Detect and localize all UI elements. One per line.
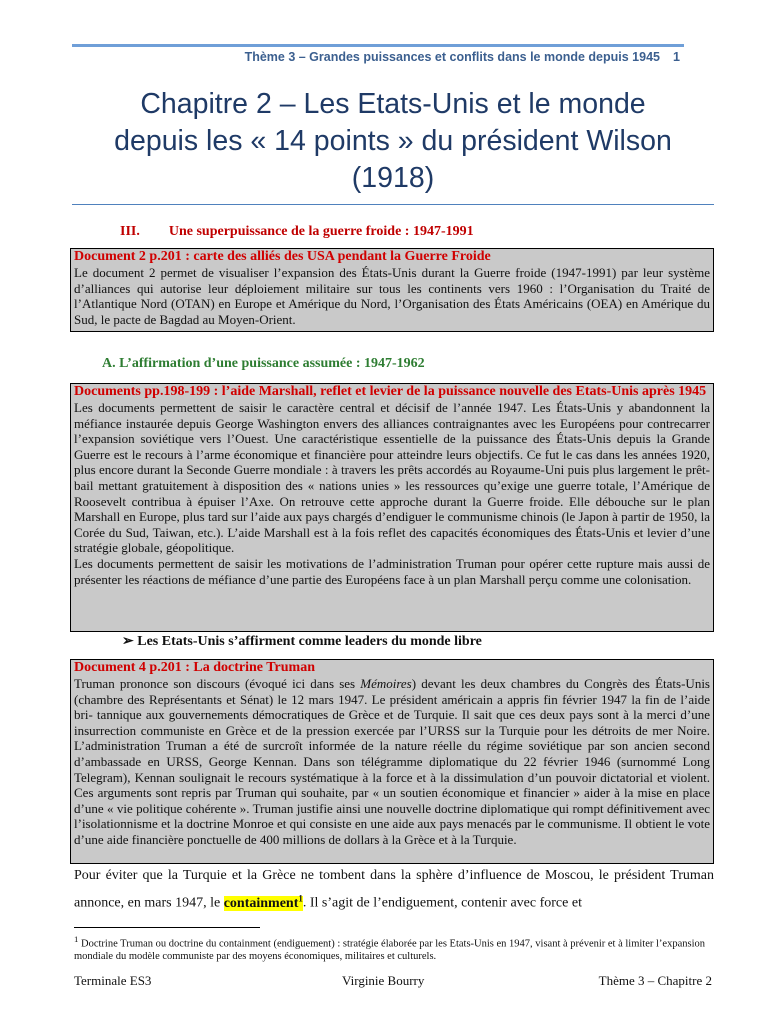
bullet-heading-text: Les Etats-Unis s’affirment comme leaders du monde libre	[137, 634, 482, 649]
highlighted-term: containment$^1$	[223, 893, 303, 911]
section-a-label: A.	[102, 356, 116, 371]
footnote-reference[interactable]: 1	[298, 893, 303, 903]
title-line-3: (1918)	[351, 162, 435, 194]
page-header	[72, 44, 684, 71]
chapter-title	[72, 86, 714, 197]
header-page-number: 1	[673, 50, 680, 64]
footnote-separator	[74, 927, 260, 928]
footnote-number: 1	[74, 934, 79, 944]
section-3-heading	[120, 224, 474, 240]
document-box-title: Document 2 p.201 : carte des alliés des USA pendant la Guerre Froide	[74, 249, 491, 264]
document-box-doctrine-truman	[70, 659, 714, 864]
section-3-title: Une superpuissance de la guerre froide : 1947-1991	[168, 224, 474, 239]
title-line-2: depuis les « 14 points » du président Wilson	[114, 125, 672, 157]
bullet-heading	[122, 633, 482, 650]
footnote	[74, 933, 714, 963]
arrow-bullet-icon: ➢	[122, 634, 134, 649]
footnote-text: Doctrine Truman ou doctrine du containment (endiguement) : stratégie élaborée par les Etats-Unis en 1947, visant à prévenir et à limiter l’expansion mondiale du modèle communiste par des moyens économiques, militaires et culturels.	[74, 938, 705, 962]
document-box-text: Truman prononce son discours (évoqué ici dans ses Mémoires) devant les deux chambres du Congrès des États-Unis (chambre des Représentants et Sénat) le 12 mars 1947. Le président américain a appris fin février 1947 la fin de l’aide bri- tannique aux gouvernements démocratiques de Grèce et de Turquie. Il sait que ces deux pays sont à la merci d’une insurrection communiste en Grèce et de la pression exercée par l’URSS sur la Turquie pour les détroits de mer Noire. L’administration Truman a été de surcroît informée de la nature réelle du régime soviétique par son ancien second d’ambassade en URSS, George Kennan. Dans son télégramme diplomatique du 22 février 1946 (surnommé Long Telegram), Kennan soulignait le recours systématique à la force et à la dissimulation d’un pouvoir dictatorial et violent. Ces arguments sont repris par Truman qui souhaite, par « un soutien économique et financier » aider à la mise en place d’une « vie politique cohérente ». Truman justifie ainsi une nouvelle doctrine diplomatique qui rompt définitivement avec l’isolationnisme et la doctrine Monroe et qui consiste en une aide aux pays menacés par le communisme. Il obtient le vote d’une aide financière ponctuelle de 400 millions de dollars à la Grèce et à la Turquie.	[74, 676, 710, 847]
italic-title: Mémoires	[360, 676, 412, 691]
document-box-carte-allies	[70, 248, 714, 332]
footer-author: Virginie Bourry	[342, 973, 425, 988]
document-box-text: Le document 2 permet de visualiser l’expansion des États-Unis durant la Guerre froide (1947-1991) par leur système d’alliances qui autorise leur déploiement militaire sur tous les continents vers 1960 : l’Organisation du Traité de l’Atlantique Nord (OTAN) en Europe et Amérique du Nord, l’Organisation des États Américains (OEA) en Amérique du Sud, le pacte de Bagdad au Moyen-Orient.	[74, 265, 710, 327]
section-3-number: III.	[120, 224, 140, 239]
document-box-title: Document 4 p.201 : La doctrine Truman	[74, 660, 315, 675]
body-paragraph: Pour éviter que la Turquie et la Grèce ne tombent dans la sphère d’influence de Moscou, le président Truman annonce, en mars 1947, le containment$^1$. Il s’agit de l’endiguement, contenir avec force et	[74, 868, 714, 911]
document-box-title: Documents pp.198-199 : l’aide Marshall, reflet et levier de la puissance nouvelle des Etats-Unis après 1945	[74, 384, 707, 399]
header-theme-text: Thème 3 – Grandes puissances et conflits dans le monde depuis 1945	[244, 50, 660, 64]
document-box-aide-marshall	[70, 383, 714, 632]
document-box-paragraph: Les documents permettent de saisir les motivations de l’administration Truman pour opérer cette rupture mais aussi de présenter les réactions de méfiance d’une partie des Européens face à un plan Marshall perçu comme une colonisation.	[74, 555, 710, 587]
footer-chapter: Thème 3 – Chapitre 2	[598, 973, 712, 988]
section-a-title: L’affirmation d’une puissance assumée : 1947-1962	[119, 356, 425, 371]
document-box-paragraph: Les documents permettent de saisir le caractère central et décisif de l’année 1947. Les États-Unis y abandonnent la méfiance instaurée depuis George Washington envers des alliances contraignantes avec les Européens pour contrecarrer l’expansion soviétique vers l’Ouest. Une caractéristique essentielle de la puissance des États-Unis depuis la Grande Guerre est le recours à l’arme économique et financière pour atteindre leurs objectifs. Ce fut le cas dans les années 1920, plus encore durant la Seconde Guerre mondiale : à travers les prêts accordés au Royaume-Uni puis plus largement le prêt-bail mettant gratuitement à disposition des « nations unies » les ressources qu’exige une guerre totale, l’Amérique de Roosevelt contribua à épuiser l’Axe. On retrouve cette approche durant la Guerre froide. Elle débouche sur le plan Marshall en Europe, plus tard sur l’aide aux pays chargés d’endiguer le communisme chinois (le Japon à partir de 1950, la Corée du Sud, Taiwan, etc.). L’aide Marshall est à la fois reflet des capacités économiques des États-Unis et levier d’une stratégie globale, géopolitique.	[74, 400, 710, 556]
title-line-1: Chapitre 2 – Les Etats-Unis et le monde	[140, 88, 646, 120]
footer-class: Terminale ES3	[74, 973, 152, 988]
title-rule	[72, 204, 714, 205]
section-a-heading	[102, 356, 425, 372]
